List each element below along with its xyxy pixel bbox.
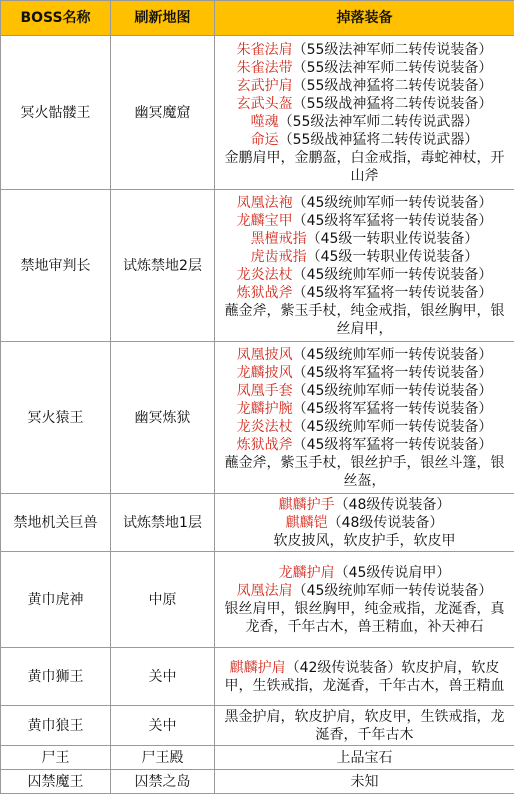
- drop-item: 命运（55级战神猛将二转传说武器）: [250, 131, 479, 148]
- drop-item: 龙麟护腕（45级将军猛将一转传说装备）: [236, 400, 493, 417]
- boss-name-cell: 冥火骷髅王: [1, 36, 111, 190]
- drop-item: 噬魂（55级法神军师二转传说武器）: [250, 113, 479, 130]
- common-drops: 金鹏肩甲，金鹏盔，白金戒指，毒蛇神杖，开山斧: [224, 149, 505, 184]
- common-drops: 软皮护肩，软皮甲，生铁戒指，龙涎香，千年古木，兽王精血: [224, 659, 505, 694]
- table-row: [1, 552, 514, 648]
- drop-item: 龙炎法杖（45级统帅军师一转传说装备）: [236, 418, 493, 435]
- drop-item: 凤凰披风（45级统帅军师一转传说装备）: [236, 346, 493, 363]
- common-drops: 蘸金斧，紫玉手杖，银丝护手，银丝斗篷，银丝盔，: [224, 454, 505, 489]
- boss-name-cell: 禁地机关巨兽: [1, 494, 111, 552]
- drop-item: 炼狱战斧（45级将军猛将一转传说装备）: [236, 284, 493, 301]
- table-header-row: [1, 1, 514, 36]
- drop-item: 玄武护肩（55级战神猛将二转传说装备）: [236, 77, 493, 94]
- map-cell: 中原: [111, 552, 215, 648]
- drop-item: 龙麟宝甲（45级将军猛将一转传说装备）: [236, 212, 493, 229]
- boss-name-cell: 黄巾虎神: [1, 552, 111, 648]
- boss-name-cell: 黄巾狮王: [1, 648, 111, 706]
- drops-cell: [215, 190, 514, 342]
- map-cell: 囚禁之岛: [111, 770, 215, 794]
- drop-item: 黑檀戒指（45级一转职业传说装备）: [250, 230, 479, 247]
- drop-item: 朱雀法带（55级法神军师二转传说装备）: [236, 59, 493, 76]
- table-row: [1, 342, 514, 494]
- drop-item: 凤凰手套（45级统帅军师一转传说装备）: [236, 382, 493, 399]
- common-drops: 蘸金斧，紫玉手杖，纯金戒指，银丝胸甲，银丝肩甲，: [224, 302, 505, 337]
- drop-item: 炼狱战斧（45级将军猛将一转传说装备）: [236, 436, 493, 453]
- table-row: [1, 746, 514, 770]
- boss-name-cell: 囚禁魔王: [1, 770, 111, 794]
- drops-cell: [215, 706, 514, 746]
- drop-item: 龙麟护肩（45级传说肩甲）: [278, 564, 451, 581]
- drops-cell: [215, 746, 514, 770]
- boss-name-cell: 禁地审判长: [1, 190, 111, 342]
- header-drops: 掉落装备: [215, 1, 514, 36]
- table-row: [1, 494, 514, 552]
- common-drops: 黑金护肩，软皮护肩，软皮甲，生铁戒指，龙涎香，千年古木: [224, 708, 505, 743]
- map-cell: 关中: [111, 648, 215, 706]
- drop-item: 龙炎法杖（45级统帅军师一转传说装备）: [236, 266, 493, 283]
- header-refresh-map: 刷新地图: [111, 1, 215, 36]
- drop-item: 麒麟铠（48级传说装备）: [285, 514, 444, 531]
- drops-cell: [215, 36, 514, 190]
- drop-item: 玄武头盔（55级战神猛将二转传说装备）: [236, 95, 493, 112]
- drops-cell: [215, 648, 514, 706]
- map-cell: 试炼禁地1层: [111, 494, 215, 552]
- common-drops: 软皮披风，软皮护手，软皮甲: [273, 532, 456, 549]
- drop-item: 龙麟披风（45级将军猛将一转传说装备）: [236, 364, 493, 381]
- boss-name-cell: 冥火猿王: [1, 342, 111, 494]
- common-drops: 银丝肩甲，银丝胸甲，纯金戒指，龙涎香，真龙香，千年古木，兽王精血，补天神石: [224, 600, 505, 635]
- map-cell: 幽冥魔窟: [111, 36, 215, 190]
- header-boss-name: BOSS名称: [1, 1, 111, 36]
- drop-item: 朱雀法肩（55级法神军师二转传说装备）: [236, 41, 493, 58]
- drops-cell: [215, 342, 514, 494]
- drop-item: 虎齿戒指（45级一转职业传说装备）: [250, 248, 479, 265]
- boss-name-cell: 黄巾狼王: [1, 706, 111, 746]
- drop-item: 麒麟护肩（42级传说装备）软皮护肩，软皮甲，生铁戒指，龙涎香，千年古木，兽王精血: [224, 659, 505, 694]
- map-cell: 幽冥炼狱: [111, 342, 215, 494]
- table-row: [1, 36, 514, 190]
- boss-name-cell: 尸王: [1, 746, 111, 770]
- common-drops: 上品宝石: [336, 749, 393, 766]
- table-row: [1, 190, 514, 342]
- drops-cell: [215, 494, 514, 552]
- drop-item: 凤凰法袍（45级统帅军师一转传说装备）: [236, 194, 493, 211]
- common-drops: 未知: [350, 773, 379, 790]
- table-row: [1, 770, 514, 794]
- map-cell: 关中: [111, 706, 215, 746]
- drop-item: 麒麟护手（48级传说装备）: [278, 496, 451, 513]
- drops-cell: [215, 552, 514, 648]
- drops-cell: [215, 770, 514, 794]
- drop-item: 凤凰法肩（45级统帅军师一转传说装备）: [236, 582, 493, 599]
- map-cell: 试炼禁地2层: [111, 190, 215, 342]
- map-cell: 尸王殿: [111, 746, 215, 770]
- table-row: [1, 706, 514, 746]
- table-row: [1, 648, 514, 706]
